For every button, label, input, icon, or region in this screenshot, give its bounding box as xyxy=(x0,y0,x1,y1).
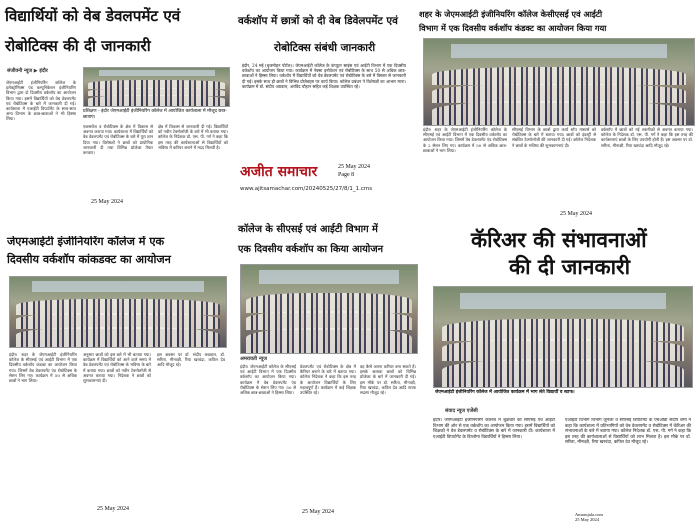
clipping-1-body-col2: एकसचेंज व रोबोटिक्स के क्षेत्र में विकास से अवगत कराया गया। कार्यशाला में विद्यार्थियों को वेब डेवलपमेंट एवं रोबोटिक्स के बारे में पूरा ज्ञान दिया गया। विशेषज्ञों ने छात्रों को प्रायोगिक जानकारी दी तथा विभिन्न प्रोजेक्ट तैयार करवाए। xyxy=(83,124,153,156)
clipping-4-photo xyxy=(9,276,227,348)
clipping-5-headline-line1: कॉलेज के सीएसई एवं आईटी विभाग में xyxy=(238,224,378,235)
clipping-6-headline-line1: कॅरिअर की संभावनाओं xyxy=(471,228,647,252)
clipping-4-headline-line2: दिवसीय वर्कशॉप कांकडक्ट का आयोजन xyxy=(7,253,171,266)
clipping-4-body-col1: इंदौर। शहर के जेएमआईटी इंजीनियरिंग कॉलेज के सीएसई एवं आईटी विभाग में एक दिवसीय वर्कशॉप कंडक्ट का आयोजन किया गया। जिसमें वेब डेवलपमेंट एंड रोबोटिक्स के सेशन लिए गए। कार्यक्रम में 50 से अधिक छात्रों ने भाग लिया। xyxy=(9,352,77,384)
clipping-5-photo xyxy=(240,264,418,354)
clipping-4-body-col2: अनुसार छात्रों को इस बारे में भी बताया गया। कार्यक्रम में विद्यार्थियों को आने वाले समय में वेब डेवलपमेंट एवं रोबोटिक्स के भविष्य के बारे में बताया गया। छात्रों को नवीन टेक्नोलॉजी से अवगत कराया गया। निदेशक ने छात्रों को शुभकामनाएं दी। xyxy=(83,352,151,384)
clipping-2-masthead: अजीत समाचार xyxy=(240,164,318,180)
clipping-4-date: 25 May 2024 xyxy=(97,506,129,512)
clipping-6 xyxy=(425,222,698,524)
clipping-2-headline-line1: वर्कशॉप में छात्रों को दी वेब डिवेलपमेंट एवं xyxy=(238,15,398,27)
clipping-3-body-col1: इंदौर। शहर के जेएमआईटी इंजीनियरिंग कॉलेज के सीएसई एवं आईटी विभाग में एक दिवसीय वर्कशॉप का आयोजन किया गया। जिसमें वेब डेवलपमेंट एंड रोबोटिक्स के 2 सेशन लिए गए। कार्यक्रम में 50 से अधिक छात्र-छात्राओं ने भाग लिया। xyxy=(423,127,507,153)
clipping-6-headline-line2: की दी जानकारी xyxy=(509,255,631,279)
clipping-1 xyxy=(3,2,231,227)
clipping-1-byline: संजीवनी न्यूज ▶ इंदौर xyxy=(7,68,48,74)
clipping-2-headline-line2: रोबोटिक्स संबंधी जानकारी xyxy=(274,42,376,54)
clipping-3-date: 25 May 2024 xyxy=(560,211,592,217)
clipping-5-body-col3: वह कैसे अपना करियर बना सकते हैं। इसके अलावा छात्रों को विभिन्न प्रोजेक्ट के बारे में जानकारी दी गई। इस मौके पर डॉ. सरिता, मीनाक्षी, रिया खरवंदा, कपिल देव आदि स्टाफ सदस्य मौजूद रहे। xyxy=(360,364,416,396)
clipping-4-body-col3: इस अवसर पर डॉ. संदीप अग्रवाल, डॉ. सरिता, मीनाक्षी, रिया खरवंदा, कपिल देव आदि मौजूद रहे। xyxy=(157,352,225,368)
clipping-1-date: 25 May 2024 xyxy=(91,199,123,205)
clipping-2-url: www.ajitsamachar.com/20240525/27/8/1_1.cms xyxy=(240,186,373,192)
clipping-3-body-col3: वर्कशॉप में छात्रों को नई तकनीकों से अवगत कराया गया। कॉलेज के निदेशक डॉ. एस. पी. गर्ग ने कहा कि इस तरह की कार्यशालाएं छात्रों के लिए उपयोगी होती हैं। इस अवसर पर डॉ. सरिता, मीनाक्षी, रिया खरवंदा आदि मौजूद रहे। xyxy=(601,127,693,148)
clipping-5-body-col1: इंदौर। जेएमआईटी कॉलेज के सीएसई एवं आईटी विभाग में एक दिवसीय वर्कशॉप का आयोजन किया गया। कार्यक्रम में वेब डेवलपमेंट एंड रोबोटिक्स के सेशन लिए गए। 50 से अधिक छात्र-छात्राओं ने हिस्सा लिया। xyxy=(240,364,296,396)
clipping-1-body-col1: जेएमआईटी इंजीनियरिंग कॉलेज के इलेक्ट्रॉनिक्स एंड कम्युनिकेशन इंजीनियरिंग विभाग द्वारा दो दिवसीय वर्कशॉप का आयोजन किया गया। इसमें विद्यार्थियों को वेब डेवलपमेंट एवं रोबोटिक्स के बारे में जानकारी दी गई। कार्यशाला में एआईटी डिपार्टमेंट के साथ-साथ अन्य विभाग के छात्र-छात्राओं ने भी हिस्सा लिया। xyxy=(6,80,76,122)
clipping-2-body: इंदौर, 24 मई (बृजमोहन पोर्टल)। जेएमआईटी कॉलेज के कंप्यूटर साइंस एवं आईटी विभाग में एक दिवसीय वर्कशॉप का आयोजन किया गया। कार्यक्रम में नेक्सा इनोवेशन एवं रोबोटिक्स के साथ 50 से अधिक छात्र-छात्राओं ने हिस्सा लिया। वर्कशॉप में विद्यार्थियों को वेब डेवलपमेंट एवं रोबोटिक्स के बारे में विस्तार से जानकारी दी गई। इसके साथ ही छात्रों ने विभिन्न प्रोजेक्ट्स पर कार्य किया। कॉलेज प्रबंधन ने विशेषज्ञों का आभार माना। कार्यक्रम में डॉ. संदीप अग्रवाल, अरविंद चौहान सहित कई शिक्षक उपस्थित रहे। xyxy=(242,63,406,89)
clipping-3-headline-line1: शहर के जेएमआईटी इंजीनियरिंग कॉलेज केसीएसई एवं आईटी xyxy=(419,9,603,19)
clipping-1-photo xyxy=(83,67,230,107)
clipping-6-photo xyxy=(433,286,693,388)
clipping-3-headline-line2: विभाग में एक दिवसीय वर्कशॉप कंडक्ट का आयोजन किया गया xyxy=(419,23,607,33)
clipping-4-headline-line1: जेएमआईटी इंजीनियरिंग कॉलेज में एक xyxy=(7,236,165,248)
clipping-6-byline: संवाद न्यूज एजेंसी xyxy=(445,408,478,414)
clipping-2-page: Page 8 xyxy=(338,172,355,178)
clipping-5 xyxy=(236,222,420,524)
clipping-1-body-col3: क्षेत्र में विकास से जानकारी दी गई। विद्यार्थियों को नवीन टेक्नोलॉजी के बारे में भी बताया गया। कॉलेज के निदेशक डॉ. एस. पी. गर्ग ने कहा कि इस तरह की कार्यशालाओं से विद्यार्थियों को भविष्य में करियर बनाने में मदद मिलती है। xyxy=(158,124,228,150)
clipping-3-photo xyxy=(423,38,695,126)
clipping-2-date: 25 May 2024 xyxy=(338,164,370,170)
clipping-2 xyxy=(236,2,412,214)
clipping-6-footer: Amarujala.com 25 May 2024 xyxy=(575,512,603,522)
clipping-1-photo-caption: प्रशिक्षण - इंदौर जेएमआईटी इंजीनियरिंग कॉलेज में आयोजित कार्यशाला में मौजूद छात्र-छात्राएं। xyxy=(83,109,227,119)
clipping-5-body-col2: डेवलपमेंट एवं रोबोटिक्स के क्षेत्र में कैरियर बनाने के बारे में बताया गया। कॉलेज निदेशक ने कहा कि इस तरह के आयोजन विद्यार्थियों के लिए महत्वपूर्ण हैं। कार्यक्रम में कई शिक्षक उपस्थित रहे। xyxy=(300,364,356,396)
clipping-3-body-col2: सीएसई विभाग के छात्रों द्वारा कार्य शॉप मास्टर्स को रोबोटिक्स के बारे में बताया गया। छात्रों को इंडस्ट्री से संबंधित टेक्नोलॉजी की जानकारी दी गई। कॉलेज निदेशक ने छात्रों के भविष्य की शुभकामनाएं दी। xyxy=(512,127,596,148)
clipping-5-headline-line2: एक दिवसीय वर्कशॉप का किया आयोजन xyxy=(238,244,384,255)
clipping-1-headline-line1: विद्यार्थियों को वेब डेवलपमेंट एवं xyxy=(5,7,181,25)
clipping-5-byline: अमरावती न्यूज xyxy=(240,356,267,362)
clipping-1-headline-line2: रोबोटिक्स की दी जानकारी xyxy=(5,37,151,55)
clipping-6-photo-caption: जेएमआईटी इंजीनियरिंग कॉलेज में आयोजित कार्यक्रम में भाग लेते विद्यार्थी व स्टाफ। xyxy=(435,390,575,395)
clipping-6-body-col1: इंदौर। जेएमआईटी इंजीनियरिंग कॉलेज में शुक्रवार को सीएसई एवं आईटी विभाग की ओर से एक वर्कशॉप का आयोजन किया गया। इसमें विद्यार्थियों को शिक्षकों ने वेब डेवलपमेंट व रोबोटिक्स के बारे में जानकारी दी। कार्यशाला में एआईटी डिपार्टमेंट के डिप्लोमा विद्यार्थियों ने हिस्सा लिया। xyxy=(433,418,555,440)
clipping-5-date: 25 May 2024 xyxy=(302,509,334,515)
clipping-3 xyxy=(417,2,698,220)
clipping-6-body-col2: एआईटी विभाग विभाग जुनेजा व सीएसई डिपार्टमेंट के एचओडी संदीप शर्मा ने कहा कि कार्यशाला में प्रतिभागियों को वेब डेवलपमेंट व रोबोटिक्स में कॅरिअर की संभावनाओं के बारे में बताया गया। कॉलेज निदेशक डॉ. एस. पी. गर्ग ने कहा कि इस तरह की कार्यशालाओं से विद्यार्थियों को लाभ मिलता है। इस मौके पर डॉ. सरिता, मीनाक्षी, रिया खरवंदा, कपिल देव मौजूद रहे। xyxy=(565,418,691,446)
clipping-4 xyxy=(3,236,231,524)
